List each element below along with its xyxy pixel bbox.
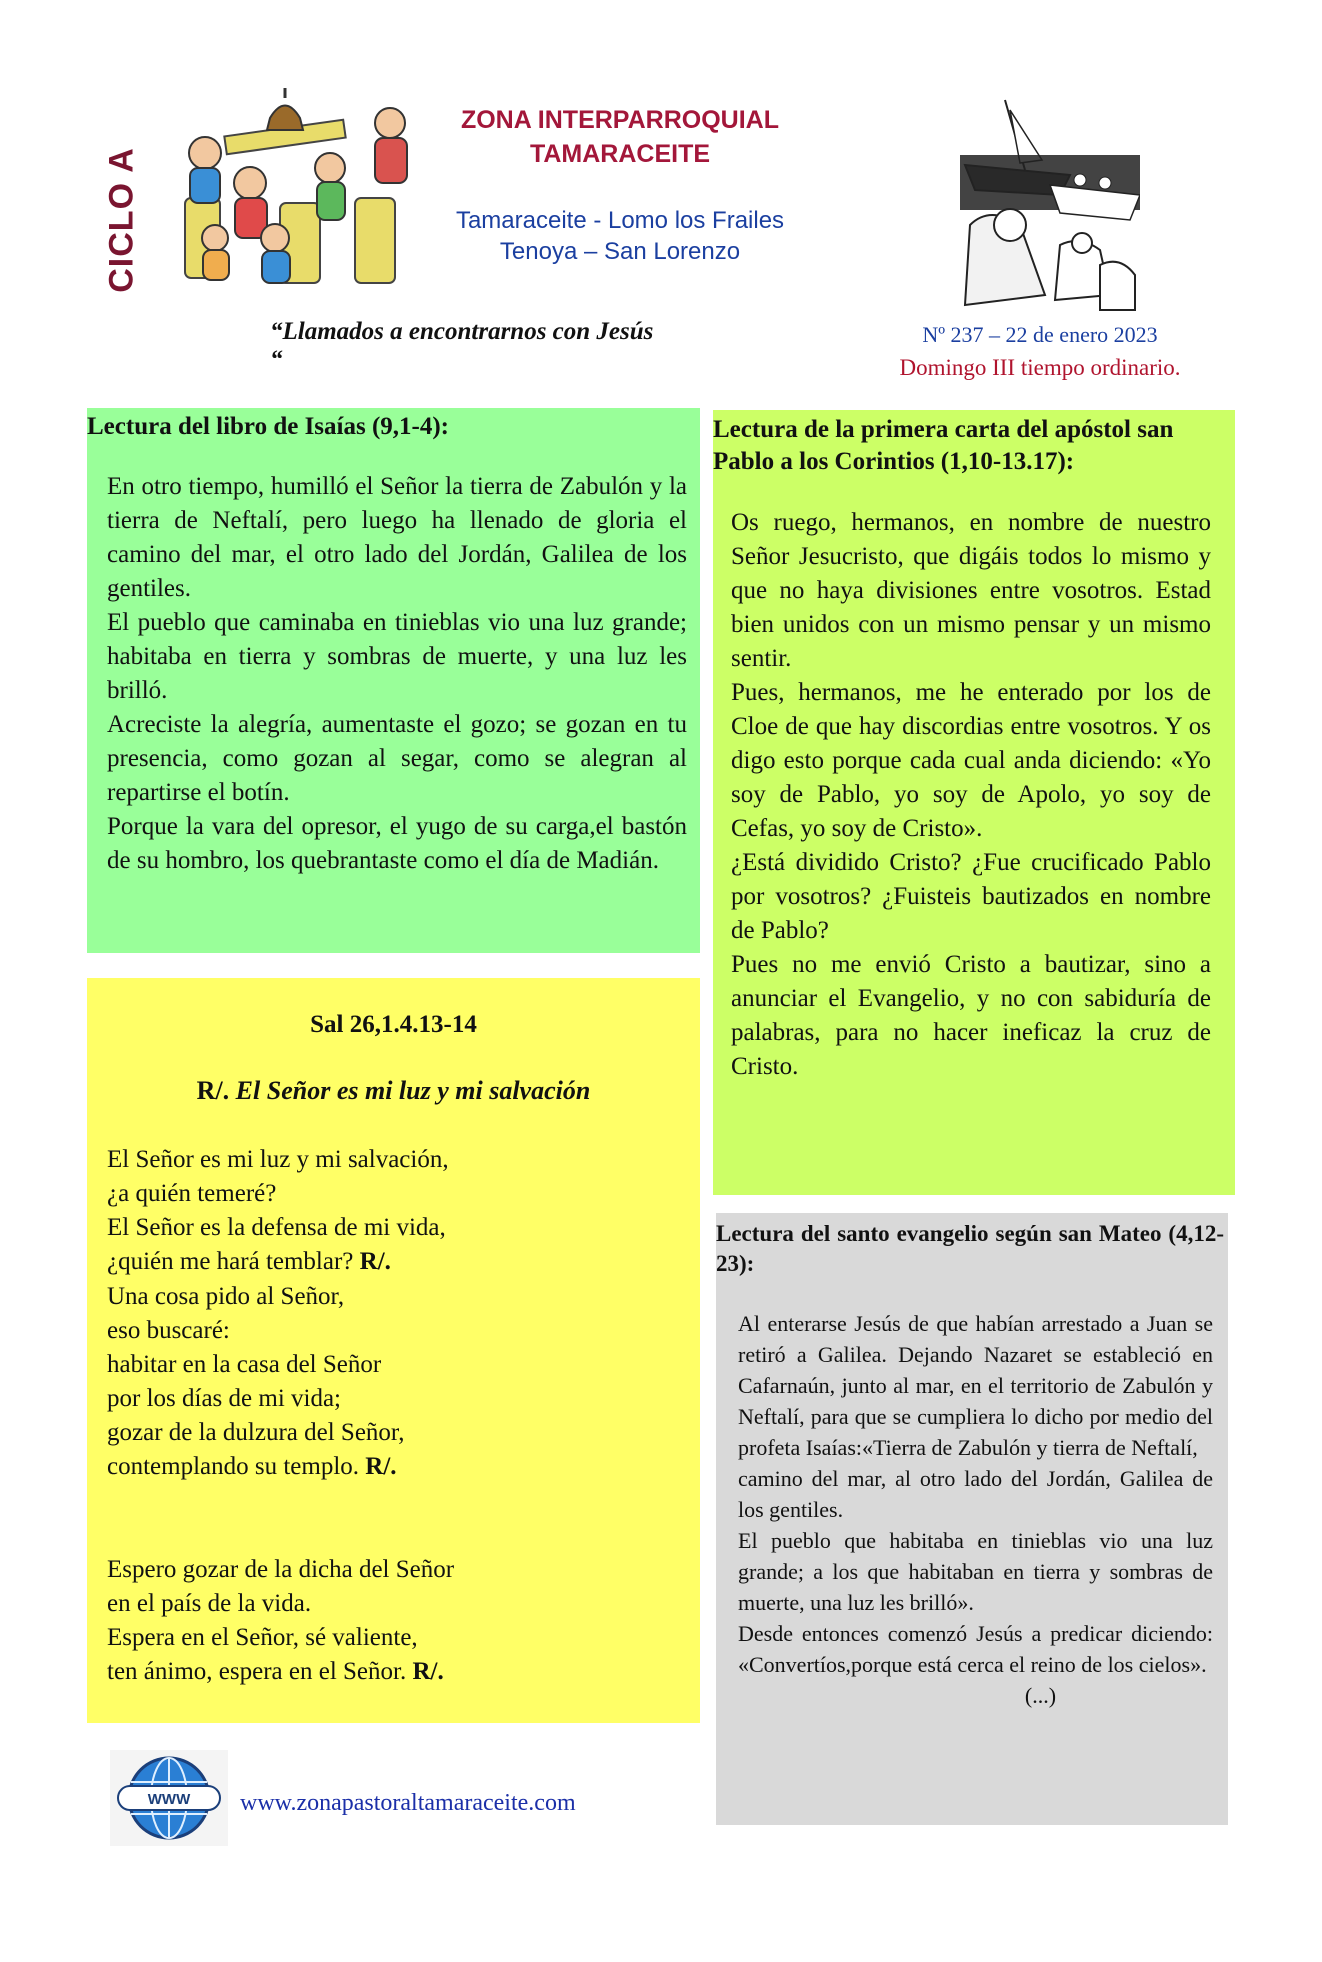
corintios-reading-box <box>713 410 1235 1195</box>
refrain-mark: R/. <box>359 1248 391 1275</box>
corintios-title: Lectura de la primera carta del apóstol san Pablo a los Corintios (1,10-13.17): <box>713 416 1174 475</box>
verse-line: ¿quién me hará temblar? R/. <box>107 1248 391 1275</box>
parroquias-line1: Tamaraceite - Lomo los Frailes <box>455 207 785 234</box>
corintios-text <box>731 506 1211 1084</box>
parroquias-line2: Tenoya – San Lorenzo <box>499 238 741 265</box>
verse-line: Espera en el Señor, sé valiente, <box>107 1624 418 1651</box>
verse-line: eso buscaré: <box>107 1317 230 1344</box>
mateo-ellipsis: (...) <box>1024 1683 1057 1708</box>
corintios-paragraph: ¿Está dividido Cristo? ¿Fue crucificado Pablo por vosotros? ¿Fuisteis bautizados en nombre de Pablo? <box>731 849 1211 944</box>
verse-line: ¿a quién temeré? <box>107 1180 277 1207</box>
liturgical-sunday: Domingo III tiempo ordinario. <box>899 355 1181 380</box>
isaias-reading-box <box>87 408 700 953</box>
isaias-text <box>107 470 687 878</box>
salmo-box <box>87 978 700 1723</box>
refrain-mark: R/. <box>365 1453 397 1480</box>
www-globe-icon <box>110 1750 228 1846</box>
verse-line: ten ánimo, espera en el Señor. R/. <box>107 1658 444 1685</box>
issue-number-date: Nº 237 – 22 de enero 2023 <box>922 322 1158 347</box>
corintios-paragraph: Pues no me envió Cristo a bautizar, sino a anunciar el Evangelio, y no con sabiduría de palabras, para no hacer ineficaz la cruz de Cristo. <box>731 951 1211 1080</box>
website-link[interactable]: www.zonapastoraltamaraceite.com <box>240 1790 576 1816</box>
ciclo-label: CICLO A <box>102 147 141 293</box>
mateo-reading-box <box>716 1213 1228 1825</box>
salmo-response <box>87 1076 700 1106</box>
mateo-title: Lectura del santo evangelio según san Mateo (4,12-23): <box>716 1221 1224 1276</box>
verse-line: Una cosa pido al Señor, <box>107 1283 345 1310</box>
verse-line: en el país de la vida. <box>107 1590 312 1617</box>
verse-line: El Señor es la defensa de mi vida, <box>107 1214 446 1241</box>
lema-text: “Llamados a encontrarnos con Jesús “ <box>270 318 654 373</box>
refrain-mark: R/. <box>412 1658 444 1685</box>
isaias-paragraph: Porque la vara del opresor, el yugo de su carga,el bastón de su hombro, los quebrantaste como el día de Madián. <box>107 813 687 874</box>
verse-line: habitar en la casa del Señor <box>107 1351 382 1378</box>
response-text: El Señor es mi luz y mi salvación <box>235 1076 591 1105</box>
isaias-paragraph: El pueblo que caminaba en tinieblas vio una luz grande; habitaba en tierra y sombras de muerte, y una luz les brilló. <box>107 609 687 704</box>
children-building-church-illustration <box>165 88 430 293</box>
mateo-text <box>738 1308 1213 1711</box>
isaias-title: Lectura del libro de Isaías (9,1-4): <box>87 413 450 440</box>
mateo-paragraph: Desde entonces comenzó Jesús a predicar diciendo: «Convertíos,porque está cerca el reino de los cielos». <box>738 1621 1213 1677</box>
verse-line: gozar de la dulzura del Señor, <box>107 1419 405 1446</box>
zona-title-line1: ZONA INTERPARROQUIAL <box>460 106 780 134</box>
salmo-title: Sal 26,1.4.13-14 <box>310 1011 477 1038</box>
isaias-paragraph: Acreciste la alegría, aumentaste el gozo; se gozan en tu presencia, como gozan al segar, como se alegran al repartirse el botín. <box>107 711 687 806</box>
corintios-paragraph: Os ruego, hermanos, en nombre de nuestro Señor Jesucristo, que digáis todos lo mismo y que no haya divisiones entre vosotros. Estad bien unidos con un mismo pensar y un mismo sentir. <box>731 509 1211 672</box>
salmo-stanza-3 <box>107 1553 687 1689</box>
response-prefix: R/. <box>196 1076 230 1105</box>
verse-line: contemplando su templo. R/. <box>107 1453 397 1480</box>
verse-line: por los días de mi vida; <box>107 1385 341 1412</box>
mateo-paragraph: El pueblo que habitaba en tinieblas vio una luz grande; a los que habitaban en tierra y sombras de muerte, una luz les brilló». <box>738 1528 1213 1615</box>
jesus-fishermen-illustration <box>950 95 1140 315</box>
salmo-stanza-2 <box>107 1280 687 1484</box>
globe-www-label: WWW <box>147 1791 191 1808</box>
isaias-paragraph: En otro tiempo, humilló el Señor la tierra de Zabulón y la tierra de Neftalí, pero luego ha llenado de gloria el camino del mar, el otro lado del Jordán, Galilea de los gentiles. <box>107 473 687 602</box>
verse-line: El Señor es mi luz y mi salvación, <box>107 1146 449 1173</box>
mateo-paragraph: camino del mar, al otro lado del Jordán, Galilea de los gentiles. <box>738 1466 1213 1522</box>
verse-line: Espero gozar de la dicha del Señor <box>107 1556 455 1583</box>
mateo-paragraph: Al enterarse Jesús de que habían arrestado a Juan se retiró a Galilea. Dejando Nazaret se estableció en Cafarnaún, junto al mar, en el territorio de Zabulón y Neftalí, para que se cumpliera lo dicho por medio del profeta Isaías:«Tierra de Zabulón y tierra de Neftalí, <box>738 1311 1213 1460</box>
zona-title-line2: TAMARACEITE <box>529 140 711 168</box>
corintios-paragraph: Pues, hermanos, me he enterado por los de Cloe de que hay discordias entre vosotros. Y os digo esto porque cada cual anda diciendo: «Yo soy de Pablo, yo soy de Apolo, yo soy de Cefas, yo soy de Cristo». <box>731 679 1211 842</box>
salmo-stanza-1 <box>107 1143 687 1279</box>
